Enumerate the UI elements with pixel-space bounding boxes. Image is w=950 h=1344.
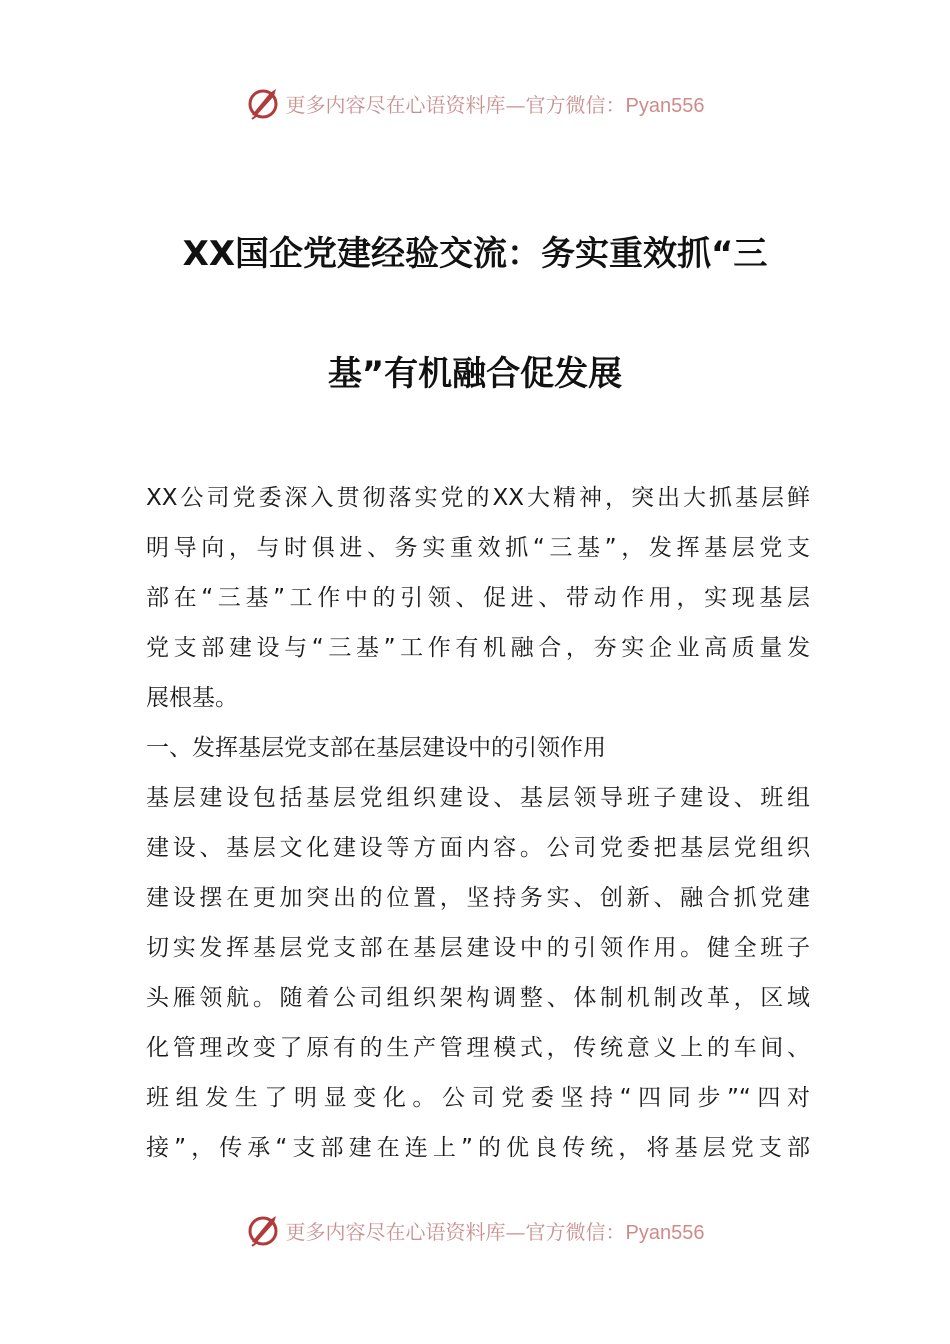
header-watermark bbox=[0, 83, 950, 123]
quill-logo-icon bbox=[246, 1212, 282, 1248]
body-line: 基层建设包括基层党组织建设、基层领导班子建设、班组 bbox=[146, 785, 810, 811]
body-line: 头雁领航。随着公司组织架构调整、体制机制改革，区域 bbox=[146, 985, 810, 1011]
watermark-wechat-id: Pyan556 bbox=[625, 1221, 705, 1244]
body-line: 党支部建设与“三基”工作有机融合，夯实企业高质量发 bbox=[146, 635, 810, 661]
document-title-line-2: 基”有机融合促发展 bbox=[327, 354, 623, 394]
body-line: 班组发生了明显变化。公司党委坚持“四同步”“四对 bbox=[146, 1085, 810, 1111]
body-line: 建设摆在更加突出的位置，坚持务实、创新、融合抓党建 bbox=[146, 885, 810, 911]
body-line: 接”，传承“支部建在连上”的优良传统，将基层党支部 bbox=[146, 1135, 810, 1161]
footer-watermark bbox=[0, 1210, 950, 1250]
watermark-wechat-id: Pyan556 bbox=[625, 94, 705, 117]
body-line: 展根基。 bbox=[146, 685, 238, 711]
quill-logo-icon bbox=[246, 85, 282, 121]
document-body bbox=[146, 473, 810, 1173]
document-title-line-1: XX国企党建经验交流：务实重效抓“三 bbox=[182, 234, 768, 274]
body-line: 部在“三基”工作中的引领、促进、带动作用，实现基层 bbox=[146, 585, 810, 611]
body-line: 建设、基层文化建设等方面内容。公司党委把基层党组织 bbox=[146, 835, 810, 861]
body-line: XX公司党委深入贯彻落实党的XX大精神，突出大抓基层鲜 bbox=[146, 485, 810, 511]
section-heading: 一、发挥基层党支部在基层建设中的引领作用 bbox=[146, 735, 606, 761]
body-line: 明导向，与时俱进、务实重效抓“三基”，发挥基层党支 bbox=[146, 535, 810, 561]
watermark-text: 更多内容尽在心语资料库—官方微信：Pyan556 bbox=[285, 92, 705, 117]
body-line: 化管理改变了原有的生产管理模式，传统意义上的车间、 bbox=[146, 1035, 810, 1061]
watermark-text: 更多内容尽在心语资料库—官方微信：Pyan556 bbox=[285, 1219, 705, 1244]
body-line: 切实发挥基层党支部在基层建设中的引领作用。健全班子 bbox=[146, 935, 810, 961]
